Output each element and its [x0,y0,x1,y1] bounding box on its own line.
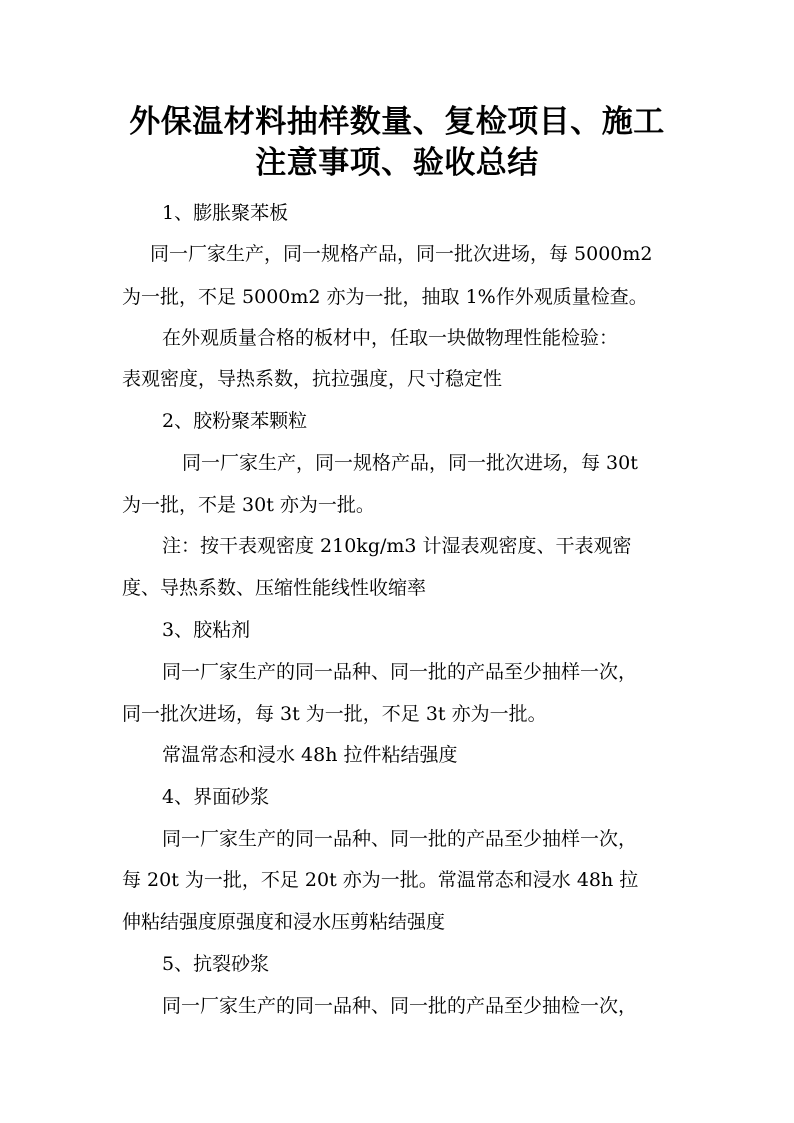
paragraph-line: 同一厂家生产，同一规格产品，同一批次进场，每 30t [182,452,638,474]
section-heading-rubber-powder-granules: 2、胶粉聚苯颗粒 [162,410,308,432]
document-title-line-1: 外保温材料抽样数量、复检项目、施工 [129,104,665,140]
paragraph-line: 同一厂家生产的同一品种、同一批的产品至少抽检一次， [162,995,638,1017]
section-heading-adhesive: 3、胶粘剂 [162,619,251,641]
paragraph-line: 在外观质量合格的板材中，任取一块做物理性能检验： [162,327,619,349]
document-title-line-2: 注意事项、验收总结 [255,145,539,181]
section-heading-anti-crack-mortar: 5、抗裂砂浆 [162,953,270,975]
note-line: 度、导热系数、压缩性能线性收缩率 [122,577,427,599]
note-line: 注：按干表观密度 210kg/m3 计湿表观密度、干表观密 [162,535,632,557]
paragraph-line: 同一厂家生产的同一品种、同一批的产品至少抽样一次， [162,661,638,683]
paragraph-line: 每 20t 为一批，不足 20t 亦为一批。常温常态和浸水 48h 拉 [122,869,639,891]
paragraph-line: 同一批次进场，每 3t 为一批，不足 3t 亦为一批。 [122,703,547,725]
section-heading-eps-board: 1、膨胀聚苯板 [162,202,289,224]
paragraph-line: 伸粘结强度原强度和浸水压剪粘结强度 [122,911,446,933]
paragraph-line: 同一厂家生产的同一品种、同一批的产品至少抽样一次， [162,828,638,850]
paragraph-line: 为一批，不足 5000m2 亦为一批，抽取 1%作外观质量检查。 [122,286,648,308]
paragraph-line: 为一批，不是 30t 亦为一批。 [122,494,375,516]
paragraph-line: 同一厂家生产，同一规格产品，同一批次进场，每 5000m2 [150,243,653,265]
section-heading-interface-mortar: 4、界面砂浆 [162,786,270,808]
paragraph-line: 表观密度，导热系数，抗拉强度，尺寸稳定性 [122,368,503,390]
paragraph-line: 常温常态和浸水 48h 拉件粘结强度 [162,744,458,766]
